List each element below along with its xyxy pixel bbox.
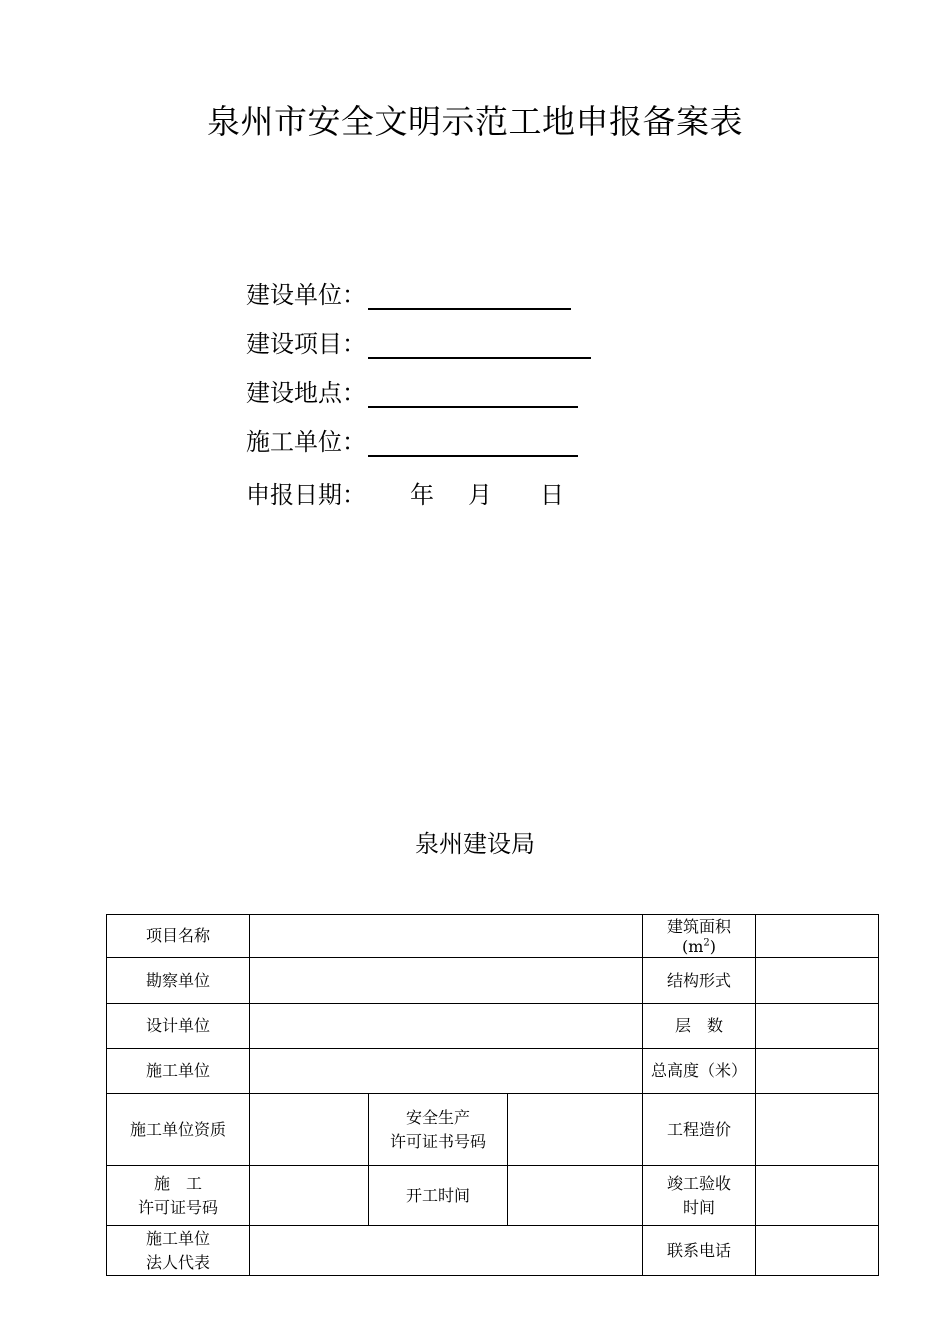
label-floors: 层 数 (643, 1004, 756, 1049)
field-label: 施工单位： (246, 428, 366, 456)
value-structure-form[interactable] (756, 958, 879, 1004)
label-structure-form: 结构形式 (643, 958, 756, 1004)
cover-field-location (246, 374, 578, 408)
fill-in-line[interactable] (368, 282, 571, 310)
label-legal-representative (107, 1226, 250, 1276)
label-building-area-text: 建筑面积 (667, 917, 732, 936)
issuer-name: 泉州建设局 (415, 830, 535, 858)
cover-field-project (246, 325, 591, 359)
date-month[interactable]: 月 (468, 481, 492, 509)
value-construction-permit[interactable] (250, 1166, 369, 1226)
value-design-unit[interactable] (250, 1004, 643, 1049)
table-row (107, 1226, 879, 1276)
date-day[interactable]: 日 (540, 481, 564, 509)
value-building-area[interactable] (756, 915, 879, 958)
table-row (107, 1049, 879, 1094)
label-construction-permit-line2: 许可证号码 (137, 1197, 218, 1217)
value-construction-qualification[interactable] (250, 1094, 369, 1166)
label-safety-license-line2: 许可证书号码 (389, 1131, 486, 1151)
value-safety-license[interactable] (508, 1094, 643, 1166)
value-project-name[interactable] (250, 915, 643, 958)
label-total-height: 总高度（米） (643, 1049, 756, 1094)
label-construction-permit-line1: 施 工 (153, 1173, 202, 1193)
label-construction-permit (107, 1166, 250, 1226)
cover-field-construction-owner (246, 276, 571, 310)
fill-in-line[interactable] (368, 380, 578, 408)
filing-form-table (106, 914, 879, 1276)
label-design-unit: 设计单位 (107, 1004, 250, 1049)
table-row (107, 915, 879, 958)
label-legal-rep-line1: 施工单位 (145, 1228, 210, 1248)
value-total-height[interactable] (756, 1049, 879, 1094)
label-project-cost: 工程造价 (643, 1094, 756, 1166)
value-construction-unit[interactable] (250, 1049, 643, 1094)
label-acceptance-time-line2: 时间 (683, 1197, 716, 1217)
label-construction-qualification: 施工单位资质 (107, 1094, 250, 1166)
label-survey-unit: 勘察单位 (107, 958, 250, 1004)
label-building-area-unit (643, 937, 755, 957)
label-acceptance-time-line1: 竣工验收 (667, 1173, 732, 1193)
label-contact-phone: 联系电话 (643, 1226, 756, 1276)
table-row (107, 958, 879, 1004)
label-start-time: 开工时间 (369, 1166, 508, 1226)
unit-superscript: 2 (703, 937, 710, 949)
value-floors[interactable] (756, 1004, 879, 1049)
unit-close: ) (709, 937, 717, 956)
field-label: 建设项目： (246, 330, 366, 358)
page-title: 泉州市安全文明示范工地申报备案表 (207, 102, 743, 141)
value-survey-unit[interactable] (250, 958, 643, 1004)
value-contact-phone[interactable] (756, 1226, 879, 1276)
unit-open: (m (681, 937, 704, 956)
label-building-area (643, 915, 756, 958)
fill-in-line[interactable] (368, 331, 591, 359)
table-row (107, 1004, 879, 1049)
value-acceptance-time[interactable] (756, 1166, 879, 1226)
table-row (107, 1094, 879, 1166)
field-label: 建设单位： (246, 281, 366, 309)
date-year[interactable]: 年 (410, 481, 434, 509)
label-acceptance-time (643, 1166, 756, 1226)
label-legal-rep-line2: 法人代表 (145, 1252, 210, 1272)
table-row (107, 1166, 879, 1226)
label-safety-license (369, 1094, 508, 1166)
label-construction-unit: 施工单位 (107, 1049, 250, 1094)
field-label: 建设地点： (246, 379, 366, 407)
value-project-cost[interactable] (756, 1094, 879, 1166)
label-safety-license-line1: 安全生产 (405, 1107, 470, 1127)
label-project-name: 项目名称 (107, 915, 250, 958)
value-start-time[interactable] (508, 1166, 643, 1226)
date-label: 申报日期： (246, 481, 366, 509)
value-legal-representative[interactable] (250, 1226, 643, 1276)
fill-in-line[interactable] (368, 429, 578, 457)
cover-field-contractor (246, 423, 578, 457)
